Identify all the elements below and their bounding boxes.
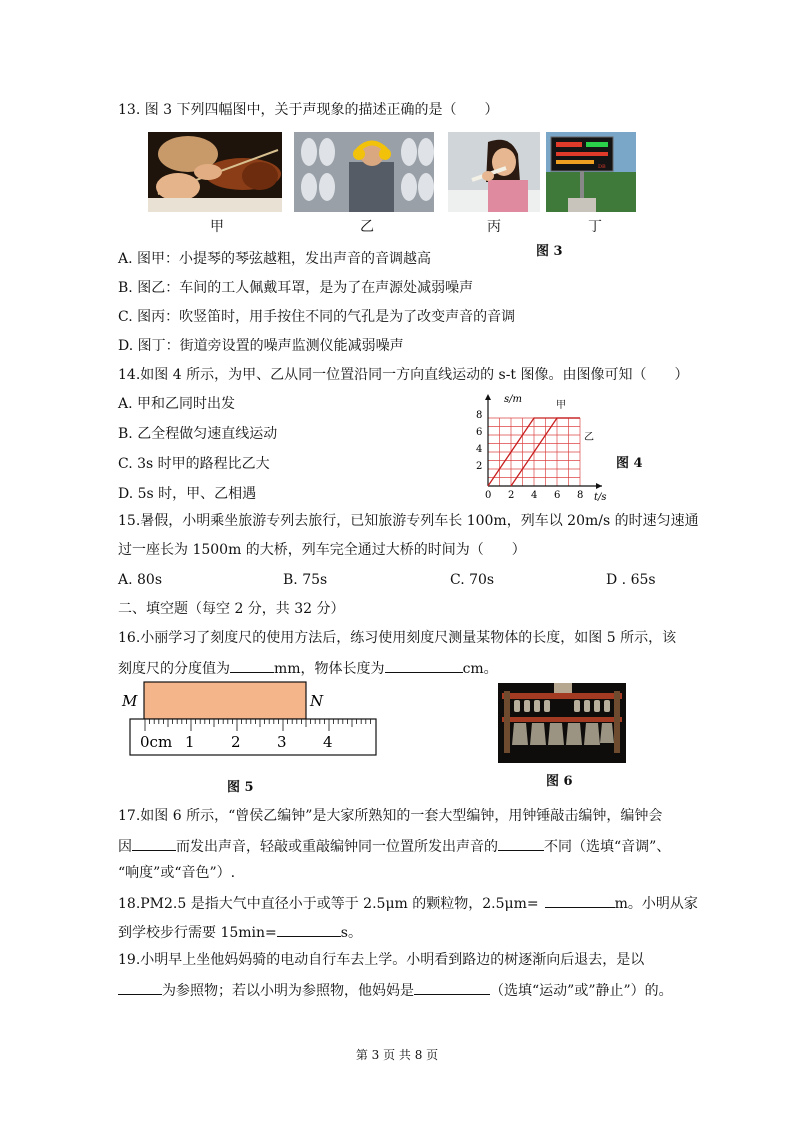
section2-heading: 二、填空题（每空 2 分，共 32 分）	[118, 601, 345, 617]
q16-line1: 16.小丽学习了刻度尺的使用方法后，练习使用刻度尺测量某物体的长度，如图 5 所示，该	[118, 630, 677, 646]
q18-text-d: s。	[340, 925, 362, 941]
q19-line2	[118, 980, 673, 1000]
q15-option-d: D . 65s	[606, 572, 656, 588]
q16-text-c: cm。	[462, 661, 498, 677]
ytick-4: 4	[476, 444, 483, 455]
q19-text-a: 为参照物；若以小明为参照物，他妈妈是	[162, 983, 414, 999]
q18-text-a: 18.PM2.5 是指大气中直径小于或等于 2.5μm 的颗粒物，2.5μm=	[118, 896, 539, 912]
caption-bing: 丙	[487, 219, 501, 235]
xtick-4: 4	[531, 490, 538, 501]
factory-worker-photo	[294, 132, 434, 212]
q19-text-b: （选填“运动”或”静止”）的。	[490, 983, 673, 999]
q16-line2	[118, 658, 498, 678]
q14-option-c: C. 3s 时甲的路程比乙大	[118, 456, 270, 472]
q15-option-c: C. 70s	[450, 572, 495, 588]
q18-text-c: 到学校步行需要 15min=	[118, 925, 277, 941]
ruler-tick-1: 1	[185, 733, 195, 751]
q13-stem: 13. 图 3 下列四幅图中，关于声现象的描述正确的是（ ）	[118, 102, 499, 118]
q17-line1: 17.如图 6 所示，“曾侯乙编钟”是大家所熟知的一套大型编钟，用钟锤敲击编钟，编钟会	[118, 808, 663, 824]
q13-option-a: A. 图甲：小提琴的琴弦越粗，发出声音的音调越高	[118, 251, 432, 267]
q14-option-b: B. 乙全程做匀速直线运动	[118, 426, 278, 442]
q13-option-b: B. 图乙：车间的工人佩戴耳罩，是为了在声源处减弱噪声	[118, 280, 474, 296]
q14-option-d: D. 5s 时，甲、乙相遇	[118, 486, 257, 502]
ruler-tick-4: 4	[323, 733, 333, 751]
q17-text-c: 不同（选填“音调”、	[544, 839, 671, 855]
q18-blank-2[interactable]	[277, 922, 341, 937]
xtick-8: 8	[577, 490, 584, 501]
caption-yi: 乙	[360, 219, 374, 235]
ruler-tick-0: 0cm	[140, 733, 173, 751]
ytick-8: 8	[476, 410, 483, 421]
q15-stem-line2: 过一座长为 1500m 的大桥，列车完全通过大桥的时间为（ ）	[118, 542, 526, 558]
ytick-2: 2	[476, 461, 483, 472]
q15-option-a: A. 80s	[118, 572, 163, 588]
q16-blank-1[interactable]	[230, 658, 274, 673]
q17-text-b: 而发出声音，轻敲或重敲编钟同一位置所发出声音的	[176, 839, 498, 855]
series-label-yi: 乙	[584, 432, 594, 443]
recorder-girl-photo	[448, 132, 540, 212]
ruler-figure	[118, 680, 380, 760]
page-footer: 第 3 页 共 8 页	[355, 1048, 439, 1062]
q17-blank-2[interactable]	[498, 836, 544, 851]
q15-option-b: B. 75s	[283, 572, 328, 588]
st-graph	[474, 390, 614, 502]
ruler-tick-2: 2	[231, 733, 241, 751]
q19-blank-2[interactable]	[414, 980, 490, 995]
x-axis-arrow-icon	[596, 483, 602, 489]
q19-line1: 19.小明早上坐他妈妈骑的电动自行车去上学。小明看到路边的树逐渐向后退去，是以	[118, 952, 645, 968]
q14-option-a: A. 甲和乙同时出发	[118, 396, 236, 412]
fig4-label: 图 4	[616, 456, 643, 471]
q18-line2	[118, 922, 362, 942]
ruler-tick-3: 3	[277, 733, 287, 751]
q17-text-a: 因	[118, 839, 132, 855]
q18-text-b: m。小明从家	[614, 896, 698, 912]
q15-stem-line1: 15.暑假，小明乘坐旅游专列去旅行，已知旅游专列车长 100m，列车以 20m/s 的时速匀速通	[118, 513, 699, 529]
fig3-label: 图 3	[536, 244, 563, 259]
q18-line1	[118, 893, 698, 913]
graph-ylabel: s/m	[504, 394, 522, 405]
measured-object	[144, 682, 306, 719]
q16-blank-2[interactable]	[385, 658, 463, 673]
bianzhong-photo	[498, 683, 626, 763]
xtick-0: 0	[485, 490, 492, 501]
caption-jia: 甲	[210, 219, 224, 235]
ytick-6: 6	[476, 427, 483, 438]
q16-text-b: mm，物体长度为	[274, 661, 385, 677]
fig5-label: 图 5	[227, 780, 254, 795]
fig6-label: 图 6	[546, 774, 573, 789]
q17-blank-1[interactable]	[132, 836, 176, 851]
ruler-label-n: N	[310, 692, 324, 710]
graph-xlabel: t/s	[594, 492, 607, 502]
series-label-jia: 甲	[556, 400, 566, 411]
caption-ding: 丁	[588, 219, 602, 235]
q18-blank-1[interactable]	[545, 893, 615, 908]
q17-line2	[118, 836, 670, 856]
y-axis-arrow-icon	[485, 394, 491, 400]
xtick-2: 2	[508, 490, 515, 501]
ruler-label-m: M	[122, 692, 138, 710]
xtick-6: 6	[554, 490, 561, 501]
q14-stem: 14.如图 4 所示，为甲、乙从同一位置沿同一方向直线运动的 s-t 图像。由图像可知（ ）	[118, 367, 689, 383]
q19-blank-1[interactable]	[118, 980, 162, 995]
noise-monitor-photo	[546, 132, 636, 212]
q13-option-d: D. 图丁：街道旁设置的噪声监测仪能减弱噪声	[118, 338, 404, 354]
q13-option-c: C. 图丙：吹竖笛时，用手按住不同的气孔是为了改变声音的音调	[118, 309, 516, 325]
q17-line3: “响度”或“音色”）.	[118, 865, 236, 881]
q16-text-a: 刻度尺的分度值为	[118, 661, 230, 677]
monitor-db-text: DB	[598, 164, 606, 170]
violin-photo	[148, 132, 282, 212]
